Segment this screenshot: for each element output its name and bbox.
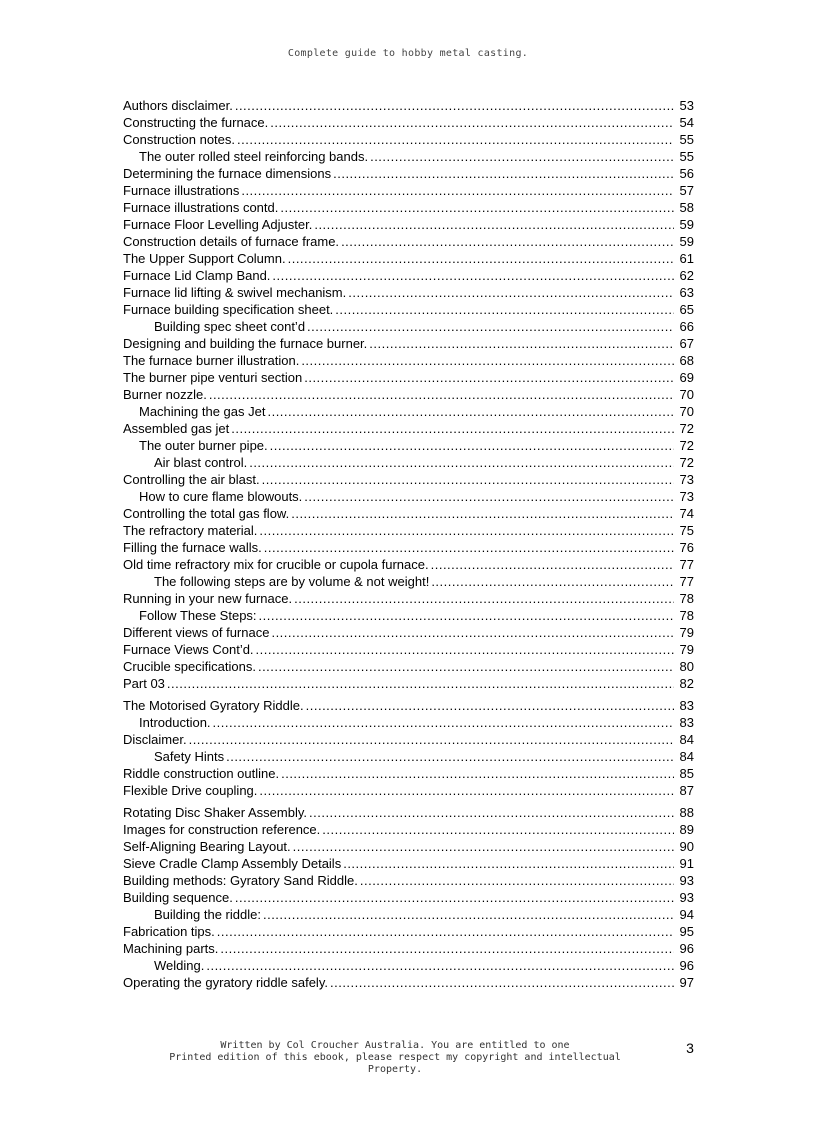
toc-entry-title: Disclaimer. [123,732,187,747]
toc-entry-title: Furnace building specification sheet. [123,302,334,317]
toc-entry-page: 88 [679,805,694,820]
toc-entry[interactable] [123,403,694,420]
toc-entry[interactable] [123,804,694,821]
toc-dot-leader [226,748,674,765]
toc-entry-page: 62 [679,268,694,283]
toc-entry-title: The burner pipe venturi section [123,370,303,385]
toc-entry-title: The Motorised Gyratory Riddle. [123,698,304,713]
toc-entry[interactable] [123,539,694,556]
toc-entry-title: Burner nozzle. [123,387,207,402]
toc-dot-leader [431,556,674,573]
toc-entry-page: 70 [679,404,694,419]
toc-dot-leader [264,539,674,556]
toc-entry-title: How to cure flame blowouts. [139,489,303,504]
toc-dot-leader [330,974,674,991]
toc-dot-leader [235,97,674,114]
toc-entry-title: Authors disclaimer. [123,98,233,113]
toc-entry[interactable] [123,114,694,131]
toc-entry[interactable] [123,165,694,182]
running-header: Complete guide to hobby metal casting. [287,48,529,59]
toc-dot-leader [259,607,674,624]
toc-entry[interactable] [123,974,694,991]
toc-entry-page: 59 [679,217,694,232]
toc-entry[interactable] [123,714,694,731]
toc-entry-page: 66 [679,319,694,334]
toc-entry-page: 72 [679,438,694,453]
toc-dot-leader [235,889,674,906]
toc-entry-page: 72 [679,455,694,470]
toc-entry-page: 59 [679,234,694,249]
toc-entry-title: Assembled gas jet [123,421,230,436]
toc-dot-leader [293,838,674,855]
toc-entry[interactable] [123,454,694,471]
toc-entry[interactable] [123,318,694,335]
toc-dot-leader [237,131,674,148]
toc-entry-title: The Upper Support Column. [123,251,286,266]
toc-entry-page: 87 [679,783,694,798]
toc-entry[interactable] [123,505,694,522]
toc-entry-title: Furnace illustrations [123,183,240,198]
toc-entry-page: 68 [679,353,694,368]
toc-dot-leader [322,821,674,838]
toc-dot-leader [272,267,674,284]
toc-entry[interactable] [123,233,694,250]
toc-dot-leader [343,855,674,872]
toc-dot-leader [256,641,674,658]
toc-entry-title: Machining parts. [123,941,219,956]
toc-entry[interactable] [123,923,694,940]
toc-entry-title: Construction notes. [123,132,236,147]
toc-entry[interactable] [123,556,694,573]
toc-dot-leader [304,488,674,505]
toc-entry-page: 65 [679,302,694,317]
toc-entry-title: Self-Aligning Bearing Layout. [123,839,291,854]
toc-entry-page: 61 [679,251,694,266]
toc-entry[interactable] [123,335,694,352]
toc-entry-page: 72 [679,421,694,436]
toc-dot-leader [281,765,674,782]
toc-entry[interactable] [123,573,694,590]
toc-entry-page: 63 [679,285,694,300]
toc-entry[interactable] [123,607,694,624]
toc-dot-leader [341,233,674,250]
toc-entry[interactable] [123,765,694,782]
toc-entry-title: Determining the furnace dimensions [123,166,332,181]
toc-dot-leader [270,437,674,454]
toc-entry-page: 78 [679,591,694,606]
footer-line: Written by Col Croucher Australia. You are entitled to one [220,1040,570,1051]
toc-entry-title: Welding. [154,958,205,973]
toc-entry-page: 90 [679,839,694,854]
toc-entry-page: 77 [679,574,694,589]
toc-dot-leader [306,697,674,714]
toc-entry-title: The furnace burner illustration. [123,353,300,368]
toc-entry[interactable] [123,940,694,957]
toc-dot-leader [309,804,674,821]
toc-dot-leader [258,658,674,675]
toc-dot-leader [259,522,674,539]
toc-entry[interactable] [123,838,694,855]
toc-entry-title: Constructing the furnace. [123,115,269,130]
toc-entry[interactable] [123,855,694,872]
toc-entry-title: Images for construction reference. [123,822,321,837]
toc-entry[interactable] [123,471,694,488]
toc-entry-page: 73 [679,472,694,487]
toc-entry-title: Building sequence. [123,890,233,905]
toc-entry-title: The following steps are by volume & not weight! [154,574,430,589]
toc-entry-title: Part 03 [123,676,165,691]
toc-entry-page: 77 [679,557,694,572]
toc-entry-title: Fabrication tips. [123,924,215,939]
toc-entry-title: Building spec sheet cont’d [154,319,306,334]
toc-entry-page: 79 [679,642,694,657]
toc-entry-page: 73 [679,489,694,504]
toc-entry-page: 97 [679,975,694,990]
toc-dot-leader [267,403,674,420]
toc-dot-leader [301,352,674,369]
toc-entry-title: Riddle construction outline. [123,766,280,781]
toc-dot-leader [360,872,674,889]
toc-entry-title: Designing and building the furnace burner. [123,336,368,351]
toc-entry-title: Follow These Steps: [139,608,257,623]
toc-entry-page: 79 [679,625,694,640]
toc-entry-title: Construction details of furnace frame. [123,234,340,249]
toc-entry-page: 96 [679,941,694,956]
toc-entry-page: 80 [679,659,694,674]
toc-dot-leader [209,386,674,403]
toc-entry-page: 54 [679,115,694,130]
toc-entry-title: Operating the gyratory riddle safely. [123,975,328,990]
toc-entry-title: Safety Hints [154,749,225,764]
toc-entry-page: 84 [679,732,694,747]
toc-entry[interactable] [123,267,694,284]
toc-dot-leader [314,216,674,233]
toc-entry-page: 82 [679,676,694,691]
toc-entry-page: 58 [679,200,694,215]
toc-entry-page: 75 [679,523,694,538]
toc-dot-leader [348,284,674,301]
toc-entry-page: 76 [679,540,694,555]
toc-entry-title: Air blast control. [154,455,248,470]
toc-dot-leader [259,782,674,799]
toc-entry-title: Flexible Drive coupling. [123,783,258,798]
toc-dot-leader [263,906,674,923]
toc-entry[interactable] [123,131,694,148]
toc-entry[interactable] [123,590,694,607]
toc-entry[interactable] [123,182,694,199]
toc-entry-page: 96 [679,958,694,973]
toc-entry[interactable] [123,675,694,692]
toc-entry[interactable] [123,352,694,369]
toc-entry[interactable] [123,250,694,267]
toc-entry[interactable] [123,957,694,974]
toc-entry[interactable] [123,420,694,437]
toc-entry-page: 55 [679,132,694,147]
toc-entry-page: 91 [679,856,694,871]
toc-entry-title: Building the riddle: [154,907,261,922]
toc-entry-title: Old time refractory mix for crucible or cupola furnace. [123,557,429,572]
toc-entry[interactable] [123,386,694,403]
page-number: 3 [686,1040,694,1056]
toc-entry-title: Sieve Cradle Clamp Assembly Details [123,856,342,871]
toc-dot-leader [291,505,674,522]
toc-entry[interactable] [123,782,694,799]
toc-entry[interactable] [123,199,694,216]
toc-dot-leader [217,923,674,940]
toc-dot-leader [249,454,674,471]
toc-entry-title: Controlling the air blast. [123,472,260,487]
toc-entry-title: Introduction. [139,715,211,730]
toc-dot-leader [307,318,674,335]
toc-entry-title: Furnace lid lifting & swivel mechanism. [123,285,347,300]
toc-entry-page: 84 [679,749,694,764]
toc-entry-title: Furnace Views Cont’d. [123,642,254,657]
toc-entry-page: 53 [679,98,694,113]
toc-entry[interactable] [123,522,694,539]
toc-entry-page: 95 [679,924,694,939]
toc-entry-title: Furnace Lid Clamp Band. [123,268,271,283]
toc-entry[interactable] [123,731,694,748]
toc-dot-leader [270,114,674,131]
toc-entry-title: Building methods: Gyratory Sand Riddle. [123,873,358,888]
toc-entry[interactable] [123,437,694,454]
toc-entry[interactable] [123,624,694,641]
toc-entry[interactable] [123,906,694,923]
toc-dot-leader [213,714,674,731]
toc-entry[interactable] [123,658,694,675]
toc-dot-leader [335,301,674,318]
toc-entry-title: Crucible specifications. [123,659,256,674]
toc-entry-page: 69 [679,370,694,385]
toc-entry-page: 67 [679,336,694,351]
toc-entry-title: Running in your new furnace. [123,591,293,606]
toc-dot-leader [370,148,674,165]
toc-entry[interactable] [123,216,694,233]
toc-dot-leader [333,165,674,182]
toc-entry-page: 57 [679,183,694,198]
toc-entry-title: Furnace Floor Levelling Adjuster. [123,217,313,232]
toc-entry-page: 55 [679,149,694,164]
toc-dot-leader [304,369,674,386]
toc-entry-page: 78 [679,608,694,623]
toc-entry-page: 93 [679,873,694,888]
toc-entry-page: 93 [679,890,694,905]
toc-dot-leader [231,420,674,437]
toc-dot-leader [241,182,674,199]
toc-dot-leader [206,957,674,974]
toc-entry-page: 85 [679,766,694,781]
toc-dot-leader [262,471,674,488]
toc-entry-page: 83 [679,715,694,730]
toc-entry[interactable] [123,284,694,301]
toc-entry[interactable] [123,488,694,505]
toc-dot-leader [369,335,674,352]
toc-entry[interactable] [123,872,694,889]
table-of-contents [123,97,694,991]
toc-dot-leader [294,590,674,607]
toc-entry[interactable] [123,97,694,114]
toc-entry[interactable] [123,748,694,765]
copyright-footer [140,1040,650,1076]
toc-dot-leader [220,940,674,957]
footer-line: Property. [367,1064,423,1075]
toc-entry[interactable] [123,697,694,714]
toc-entry-title: Filling the furnace walls. [123,540,262,555]
footer-line: Printed edition of this ebook, please respect my copyright and intellectual [169,1052,621,1063]
toc-entry[interactable] [123,821,694,838]
toc-entry-title: Machining the gas Jet [139,404,266,419]
toc-entry-title: Rotating Disc Shaker Assembly. [123,805,307,820]
toc-entry-title: The outer burner pipe. [139,438,268,453]
toc-entry-title: Different views of furnace [123,625,270,640]
toc-dot-leader [288,250,674,267]
toc-entry-title: The refractory material. [123,523,258,538]
toc-entry-title: The outer rolled steel reinforcing bands. [139,149,369,164]
toc-entry[interactable] [123,369,694,386]
toc-entry[interactable] [123,889,694,906]
toc-entry-title: Controlling the total gas flow. [123,506,290,521]
toc-entry-page: 83 [679,698,694,713]
toc-entry-page: 89 [679,822,694,837]
toc-entry[interactable] [123,301,694,318]
toc-dot-leader [271,624,674,641]
toc-entry-page: 74 [679,506,694,521]
toc-dot-leader [167,675,674,692]
toc-entry-page: 56 [679,166,694,181]
toc-entry-title: Furnace illustrations contd. [123,200,279,215]
toc-dot-leader [280,199,674,216]
toc-entry[interactable] [123,641,694,658]
toc-entry[interactable] [123,148,694,165]
toc-entry-page: 70 [679,387,694,402]
toc-dot-leader [431,573,674,590]
toc-dot-leader [189,731,674,748]
toc-entry-page: 94 [679,907,694,922]
